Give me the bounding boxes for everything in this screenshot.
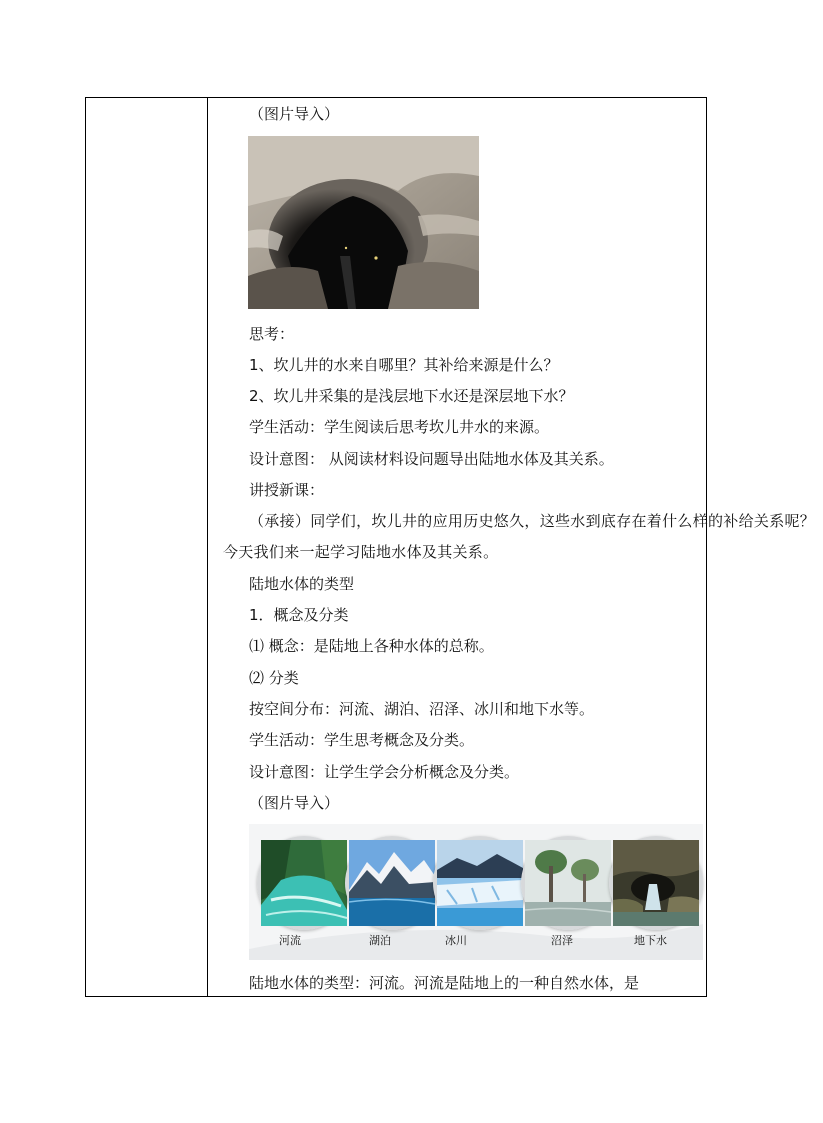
caption-river: 河流	[279, 934, 301, 947]
swamp-photo	[521, 836, 615, 930]
concept-definition: ⑴ 概念：是陆地上各种水体的总称。	[249, 637, 494, 655]
river-photo	[257, 836, 351, 930]
image-import-label: （图片导入）	[249, 105, 340, 123]
lake-photo	[345, 836, 439, 930]
student-activity-1: 学生活动：学生阅读后思考坎儿井水的来源。	[249, 418, 550, 436]
think-label: 思考：	[249, 325, 295, 343]
question-1: 1、坎儿井的水来自哪里？其补给来源是什么？	[249, 356, 559, 374]
spatial-distribution: 按空间分布：河流、湖泊、沼泽、冰川和地下水等。	[249, 700, 595, 718]
caption-groundwater: 地下水	[634, 934, 667, 947]
types-heading: 陆地水体的类型	[249, 575, 355, 593]
design-intent-1: 设计意图： 从阅读材料设问题导出陆地水体及其关系。	[249, 450, 614, 468]
column-divider	[207, 98, 208, 996]
transition-paragraph: （承接）同学们，坎儿井的应用历史悠久，这些水到底存在着什么样的补给关系呢？今天我们来一起学习陆地水体及其关系。	[223, 512, 816, 561]
lesson-plan-table	[85, 97, 816, 997]
cave-photo	[248, 136, 479, 309]
classification-label: ⑵ 分类	[249, 669, 299, 687]
caption-glacier: 冰川	[445, 934, 467, 947]
river-type-line: 陆地水体的类型：河流。河流是陆地上的一种自然水体，是	[249, 974, 640, 992]
water-bodies-figure	[249, 824, 703, 960]
design-intent-2: 设计意图：让学生学会分析概念及分类。	[249, 763, 520, 781]
image-import-label-2: （图片导入）	[249, 794, 340, 812]
lesson-content-cell	[209, 98, 816, 996]
student-activity-2: 学生活动：学生思考概念及分类。	[249, 731, 475, 749]
caption-lake: 湖泊	[369, 934, 391, 947]
new-lesson-label: 讲授新课：	[249, 481, 325, 499]
glacier-photo	[433, 836, 527, 930]
caption-swamp: 沼泽	[551, 934, 573, 947]
groundwater-photo	[609, 836, 703, 930]
concept-heading: 1．概念及分类	[249, 606, 349, 624]
question-2: 2、坎儿井采集的是浅层地下水还是深层地下水？	[249, 387, 574, 405]
